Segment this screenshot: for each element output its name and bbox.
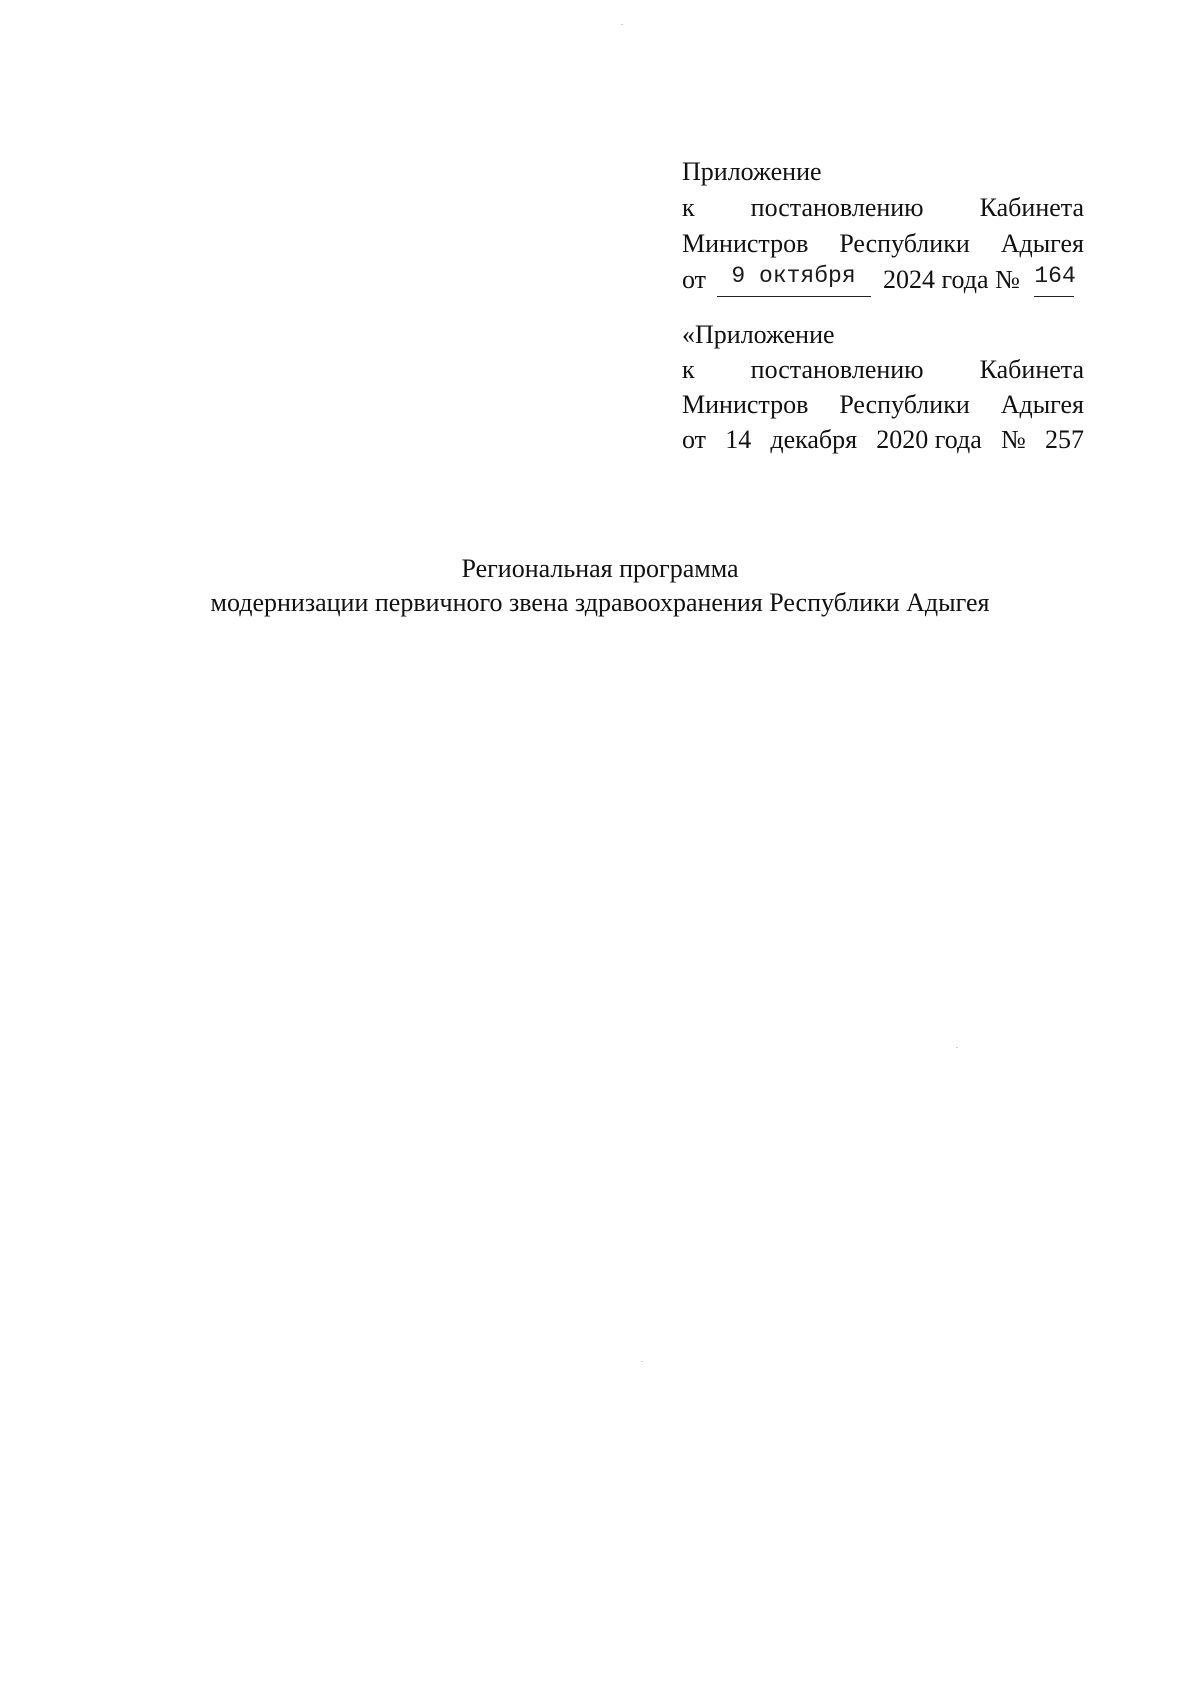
word-respubliki: Республики bbox=[839, 229, 970, 258]
word-k: к bbox=[682, 355, 695, 384]
word-k: к bbox=[682, 193, 695, 222]
appendix-line-resolution bbox=[682, 192, 1084, 224]
word-ministrov: Министров bbox=[682, 229, 809, 258]
word-kabineta: Кабинета bbox=[979, 355, 1084, 384]
quoted-line-resolution bbox=[682, 354, 1084, 386]
program-title-line-2: модернизации первичного звена здравоохранения Республики Адыгея bbox=[210, 588, 990, 617]
date-year: 2020 года bbox=[876, 425, 982, 454]
word-ministrov: Министров bbox=[682, 390, 809, 419]
word-kabineta: Кабинета bbox=[979, 193, 1084, 222]
scan-speck bbox=[641, 1361, 643, 1362]
appendix-label: Приложение bbox=[682, 157, 822, 186]
word-postanovleniyu: постановлению bbox=[750, 355, 924, 384]
date-prefix: от bbox=[682, 265, 707, 294]
date-value: 9 октября bbox=[731, 263, 856, 289]
word-respubliki: Республики bbox=[839, 390, 970, 419]
quoted-appendix-label: «Приложение bbox=[682, 320, 835, 349]
date-month: декабря bbox=[770, 425, 858, 454]
date-day: 14 bbox=[725, 425, 752, 454]
word-ot: от bbox=[682, 425, 707, 454]
word-adygeya: Адыгея bbox=[1000, 390, 1084, 419]
date-field bbox=[717, 264, 871, 297]
date-suffix: 2024 года № bbox=[883, 265, 1020, 294]
word-postanovleniyu: постановлению bbox=[750, 193, 924, 222]
program-title-line-1: Региональная программа bbox=[461, 554, 739, 583]
scan-speck bbox=[956, 1047, 958, 1048]
word-adygeya: Адыгея bbox=[1000, 229, 1084, 258]
scan-speck bbox=[621, 24, 623, 25]
number-value: 164 bbox=[1034, 263, 1076, 289]
appendix-date-line bbox=[682, 264, 1084, 296]
quoted-date-line bbox=[682, 424, 1084, 456]
number-value: 257 bbox=[1044, 425, 1084, 454]
number-field bbox=[1034, 264, 1074, 297]
appendix-line-ministers bbox=[682, 228, 1084, 260]
number-sign: № bbox=[1001, 425, 1026, 454]
quoted-line-ministers bbox=[682, 389, 1084, 421]
